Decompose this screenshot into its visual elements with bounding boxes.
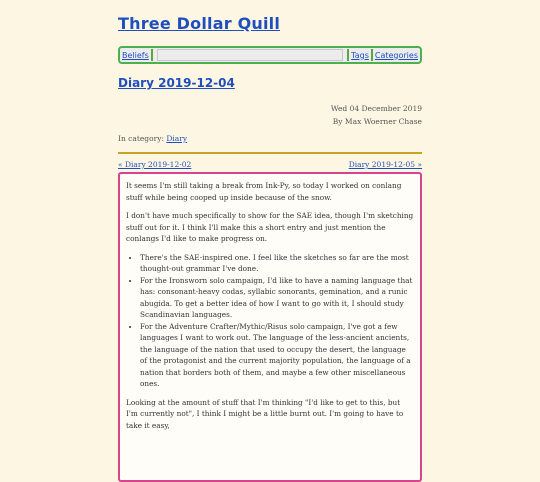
conlang-list: [126, 252, 414, 390]
post-meta: [118, 102, 422, 128]
post-paragraph: Looking at the amount of stuff that I'm thinking "I'd like to get to this, but I'm currently not", I think I might be a little burnt out. I'm going to have to take it easy,: [126, 397, 404, 430]
nav-beliefs-link[interactable]: Beliefs: [122, 50, 149, 60]
page: [118, 14, 422, 482]
post-date: Wed 04 December 2019: [330, 104, 422, 113]
nav-categories-link[interactable]: Categories: [374, 50, 418, 60]
nav-search-field[interactable]: [157, 49, 343, 61]
nav-tags-link[interactable]: Tags: [351, 50, 369, 60]
next-post-link[interactable]: Diary 2019-12-05 »: [348, 160, 422, 169]
top-nav: [118, 46, 422, 64]
post-body: [118, 172, 422, 482]
list-item: • For the Ironsworn solo campaign, I'd like to have a naming language that has: consonant-heavy codas, syllabic sonorants, gemination, and a runic abugida. To get a better idea of how I want to go with it, I should study Scandinavian languages.: [140, 275, 414, 321]
nav-divider: [151, 49, 153, 61]
nav-divider: [347, 49, 349, 61]
post-paragraph: I don't have much specifically to show for the SAE idea, though I'm sketching stuff out for it. I think I'll make this a short entry and just mention the conlangs I'd like to make progress on.: [126, 211, 414, 243]
post-pager: [118, 160, 422, 170]
nav-divider: [371, 49, 373, 61]
list-item: • For the Adventure Crafter/Mythic/Risus solo campaign, I've got a few languages I want to work out. The language of the less-ancient ancients, the language of the nation that used to occupy the desert, the language of the protagonist and the current majority population, the language of a nation that borders both of them, and maybe a few other miscellaneous ones.: [140, 321, 414, 390]
site-title-link[interactable]: Three Dollar Quill: [118, 14, 281, 33]
category-label: In category:: [118, 134, 164, 143]
post-title-link[interactable]: Diary 2019-12-04: [118, 76, 235, 90]
divider-rule: [118, 152, 422, 154]
category-link[interactable]: Diary: [166, 134, 188, 143]
post-paragraph: It seems I'm still taking a break from Ink-Py, so today I worked on conlang stuff while being cooped up inside because of the snow.: [126, 181, 402, 202]
post-category: [118, 134, 422, 146]
list-item: • There's the SAE-inspired one. I feel like the sketches so far are the most thought-out grammar I've done.: [140, 252, 414, 275]
post-author: By Max Woerner Chase: [332, 117, 422, 126]
prev-post-link[interactable]: « Diary 2019-12-02: [118, 160, 192, 169]
